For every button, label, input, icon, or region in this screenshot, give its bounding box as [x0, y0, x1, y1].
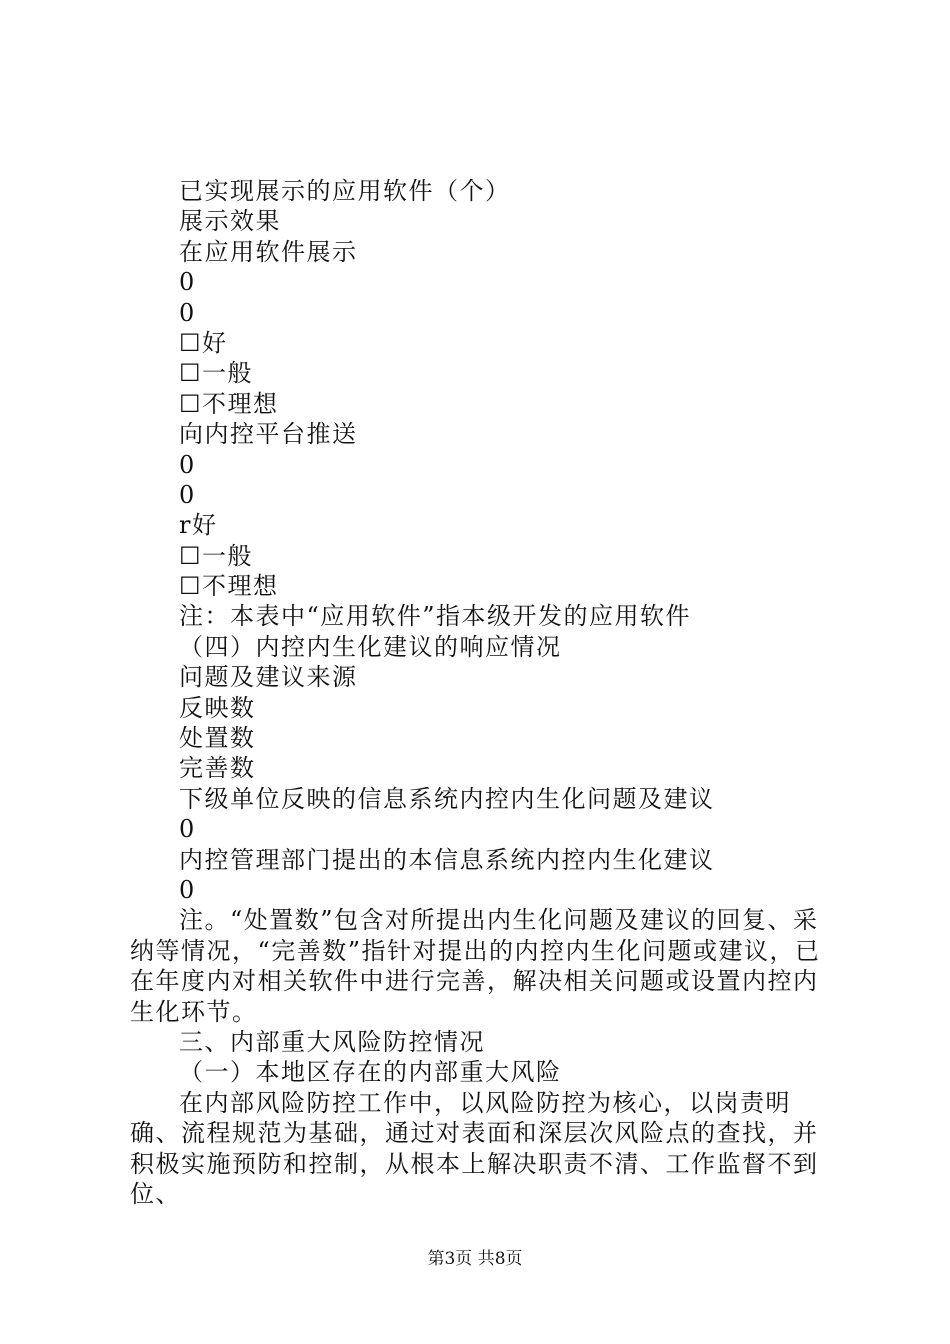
text-line: 完善数 [179, 754, 256, 783]
checkbox-option-line: ☐好 [179, 328, 228, 357]
text-line: 0 [179, 268, 196, 297]
text-line: 展示效果 [179, 207, 281, 236]
section-heading: 三、内部重大风险防控情况 [179, 1028, 485, 1056]
subsection-heading: （四）内控内生化建议的响应情况 [179, 632, 562, 661]
body-paragraph: 在内部风险防控工作中，以风险防控为核心，以岗责明确、流程规范为基础，通过对表面和深层次风险点的查找，并积极实施预防和控制，从根本上解决职责不清、工作监督不到位、 [130, 1088, 819, 1208]
text-line: 0 [179, 298, 196, 327]
text-line: 内控管理部门提出的本信息系统内控内生化建议 [179, 845, 715, 874]
checkbox-option-line: ☐不理想 [179, 389, 279, 418]
text-line: 0 [179, 815, 196, 844]
text-line: 已实现展示的应用软件（个） [179, 177, 511, 205]
checkbox-option-line: ☐一般 [179, 359, 254, 388]
text-line: 在应用软件展示 [179, 237, 358, 266]
note-paragraph: 注。“处置数”包含对所提出内生化问题及建议的回复、采纳等情况，“完善数”指针对提出的内控内生化问题或建议，已在年度内对相关软件中进行完善，解决相关问题或设置内控内生化环节。 [130, 906, 821, 1026]
text-line: 0 [179, 480, 196, 509]
checkbox-option-line: ☐不理想 [179, 572, 279, 601]
page-footer: 第3页 共8页 [427, 1249, 523, 1269]
text-line: 0 [179, 875, 196, 904]
text-line: 处置数 [179, 724, 256, 753]
document-body [130, 176, 830, 1209]
table-note: 注：本表中“应用软件”指本级开发的应用软件 [179, 602, 692, 631]
text-line: 反映数 [179, 693, 256, 722]
subsection-heading: （一）本地区存在的内部重大风险 [179, 1058, 562, 1087]
checkbox-option-line: r好 [179, 511, 218, 540]
text-line: 下级单位反映的信息系统内控内生化问题及建议 [179, 784, 715, 813]
text-line: 0 [179, 450, 196, 479]
text-line: 问题及建议来源 [179, 663, 358, 692]
checkbox-option-line: ☐一般 [179, 541, 254, 570]
text-line: 向内控平台推送 [179, 420, 358, 449]
